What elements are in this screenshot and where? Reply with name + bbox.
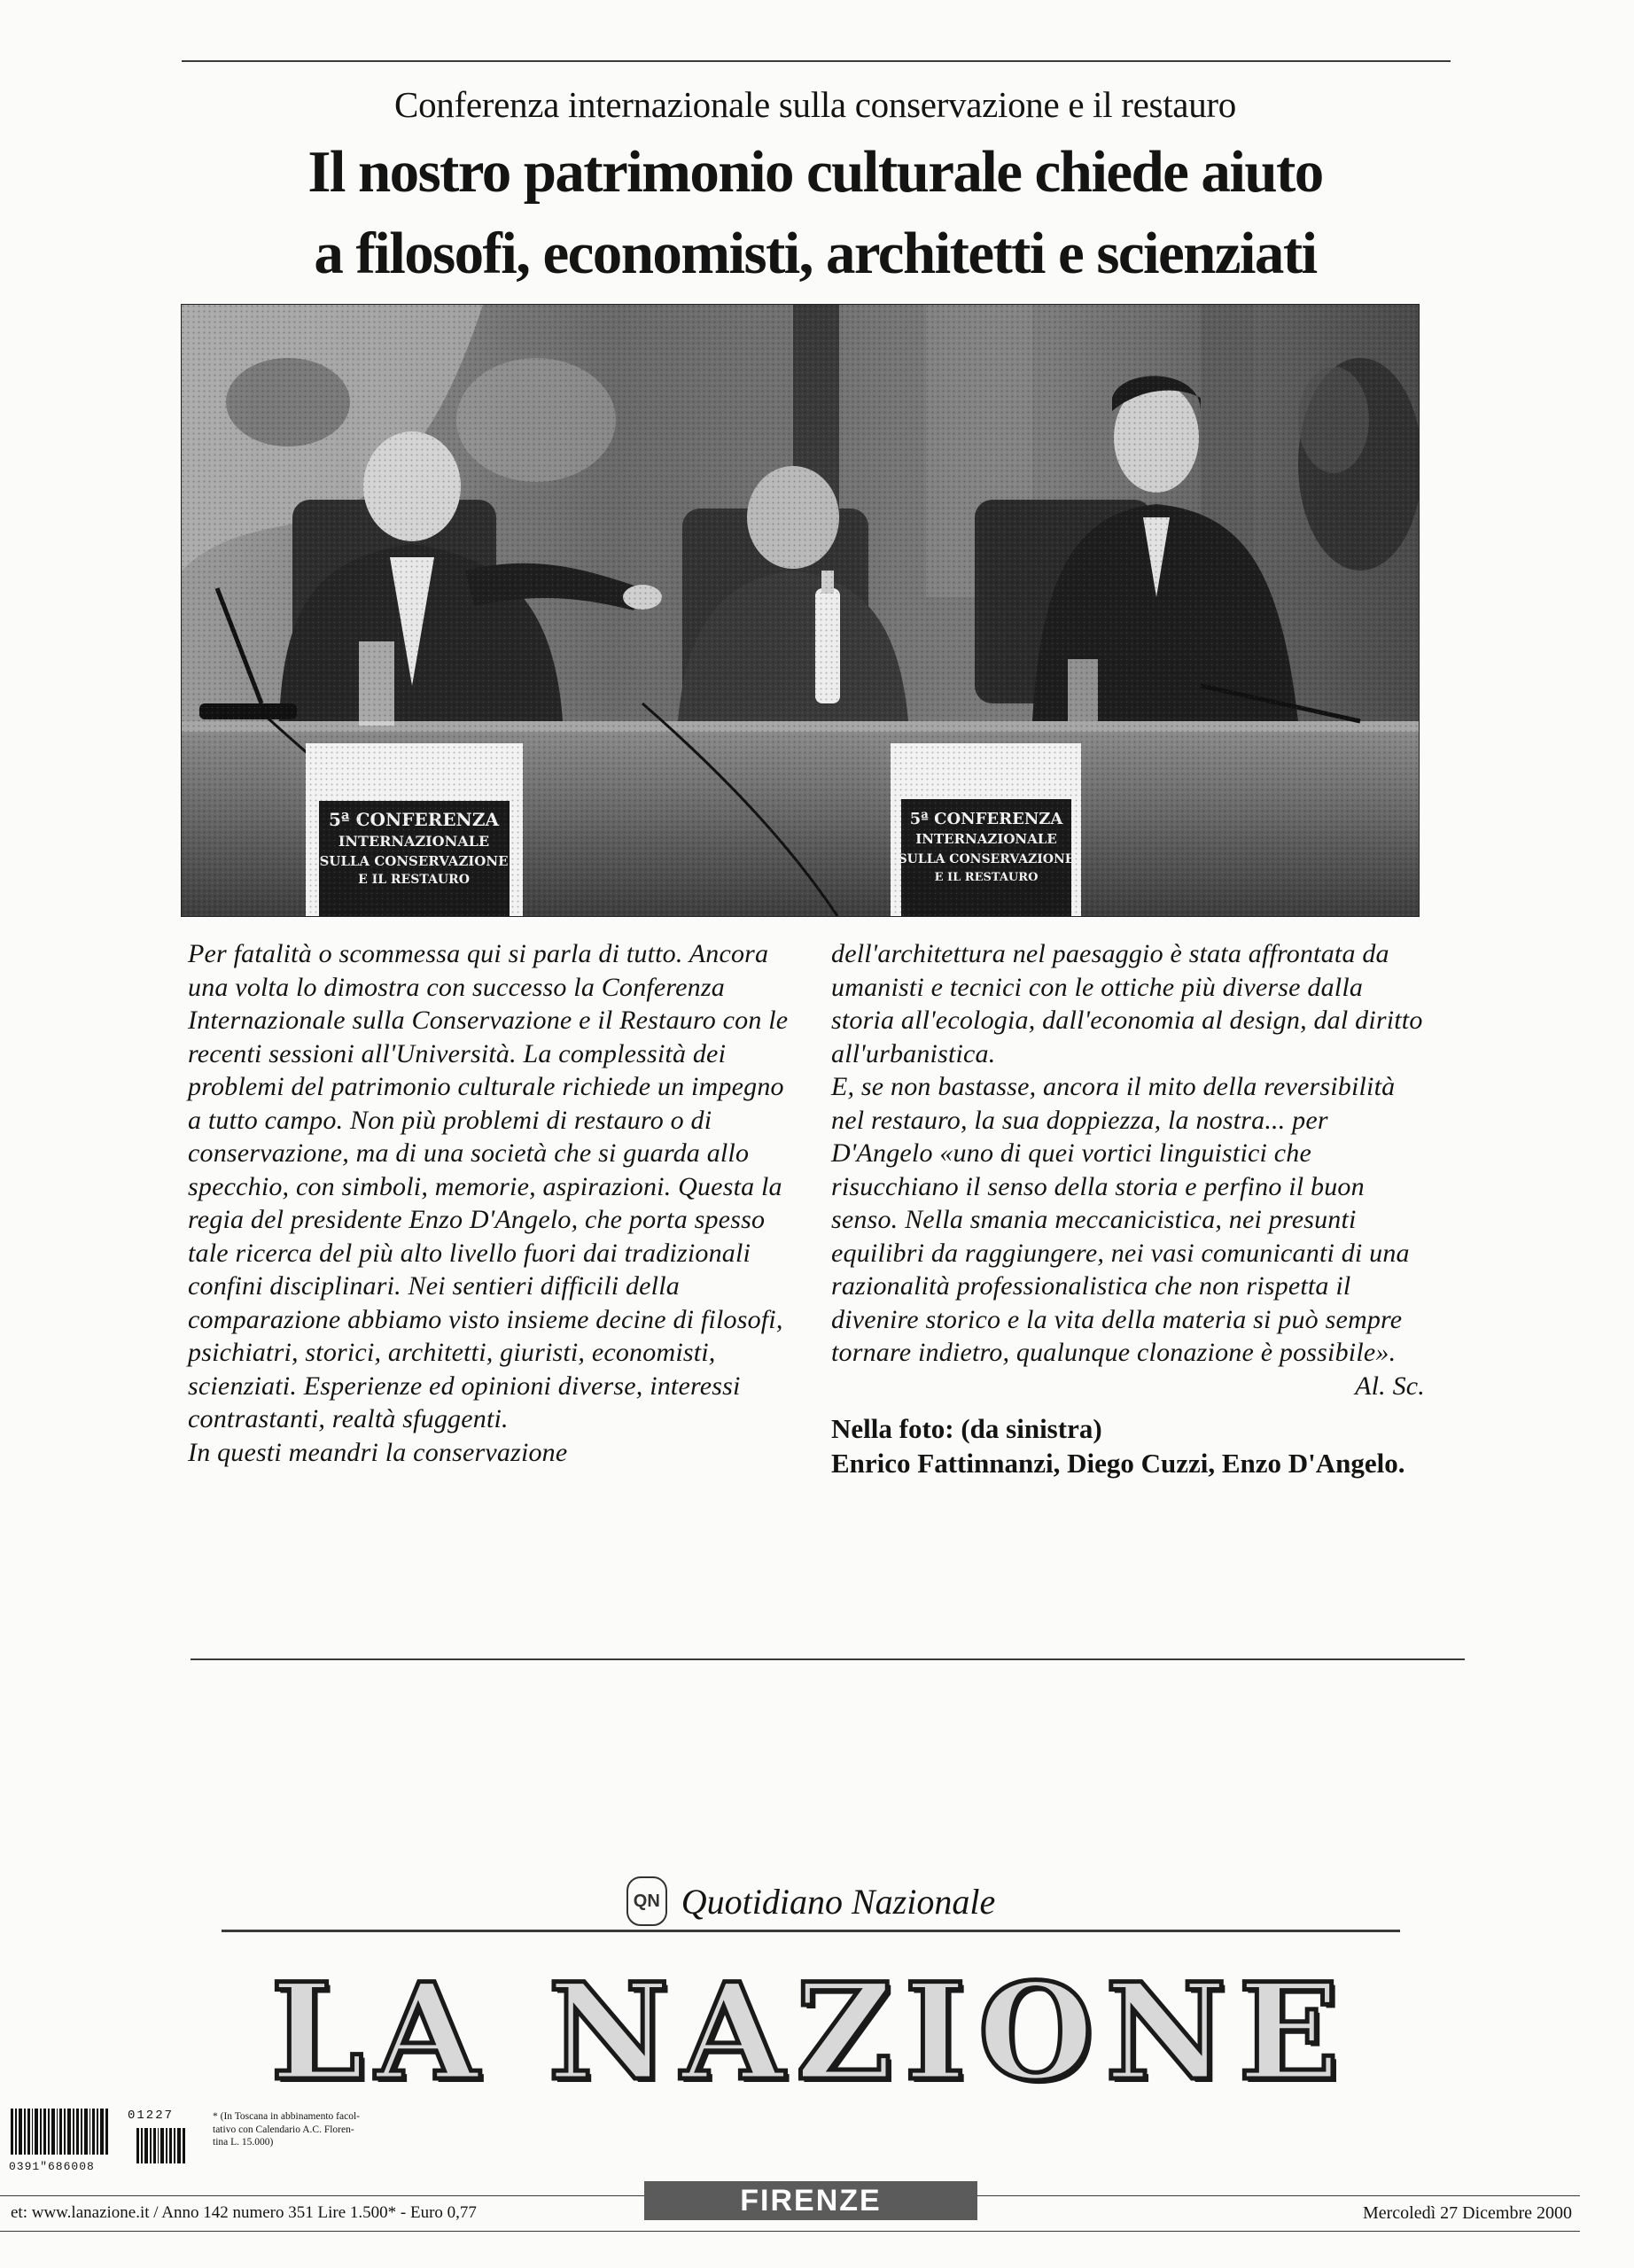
headline-line-2: a filosofi, economisti, architetti e scienziati <box>314 221 1317 286</box>
headline-line-1: Il nostro patrimonio culturale chiede aiuto <box>307 139 1323 205</box>
article-signature: Al. Sc. <box>1355 1371 1425 1401</box>
barcode-digits-right: 01227 <box>128 2109 175 2123</box>
body-right-paragraph-2: E, se non bastasse, ancora il mito della reversibilità nel restauro, la sua doppiezza, la nostra... per D'Angelo «uno di quei vortici linguistici che risucchiano il senso della storia e perfino il buon senso. Nella smania meccanicistica, nei presunti equilibri da raggiungere, nei vasi comunicanti di una razionalità professionalistica che non rispetta il divenire storico e la vita della materia si può sempre tornare indietro, qualunque clonazione è possibile». <box>831 1072 1410 1367</box>
body-left-paragraph-2: In questi meandri la conservazione <box>188 1437 568 1467</box>
photo-caption-line-1: Nella foto: (da sinistra) <box>831 1413 1102 1444</box>
promo-line-2: tativo con Calendario A.C. Floren- <box>213 2124 354 2135</box>
footer-issue-info: et: www.lanazione.it / Anno 142 numero 351 Lire 1.500* - Euro 0,77 <box>11 2203 477 2222</box>
photo-caption-line-2: Enrico Fattinnanzi, Diego Cuzzi, Enzo D'Angelo. <box>831 1448 1405 1479</box>
qn-logo: QN <box>626 1876 667 1926</box>
promo-line-3: tina L. 15.000) <box>213 2137 274 2148</box>
body-right-paragraph-1: dell'architettura nel paesaggio è stata affrontata da umanisti e tecnici con le ottiche più diverse dalla storia all'ecologia, dall'economia al design, dal diritto all'urbanistica. <box>831 939 1423 1068</box>
promo-note <box>213 2110 408 2149</box>
footer-top-rule-right <box>977 2195 1580 2196</box>
footer-date: Mercoledì 27 Dicembre 2000 <box>1362 2203 1572 2223</box>
article-body-right-column <box>831 937 1425 1480</box>
top-rule <box>182 60 1451 62</box>
promo-line-1: * (In Toscana in abbinamento facol- <box>213 2111 360 2122</box>
footer-bottom-rule <box>0 2231 1580 2232</box>
photo-caption <box>831 1411 1425 1480</box>
qn-brand-row <box>222 1876 1400 1926</box>
qn-title: Quotidiano Nazionale <box>681 1882 996 1922</box>
footer-top-rule <box>0 2195 644 2196</box>
article-headline <box>182 131 1449 294</box>
barcode-digits-left: 0391"686008 <box>9 2160 95 2173</box>
newspaper-title: LA NAZIONE <box>270 1954 1351 2110</box>
article-bottom-rule <box>191 1658 1465 1660</box>
conference-photo <box>181 304 1420 917</box>
masthead-top-rule <box>222 1930 1400 1932</box>
article-kicker: Conferenza internazionale sulla conservazione e il restauro <box>394 84 1236 125</box>
body-left-paragraph-1: Per fatalità o scommessa qui si parla di tutto. Ancora una volta lo dimostra con successo la Conferenza Internazionale sulla Conservazione e il Restauro con le recenti sessioni all'Università. La complessità dei problemi del patrimonio culturale richiede un impegno a tutto campo. Non più problemi di restauro o di conservazione, ma di una società che si guarda allo specchio, con simboli, memorie, aspirazioni. Questa la regia del presidente Enzo D'Angelo, che porta spesso tale ricerca del più alto livello fuori dai tradizionali confini disciplinari. Nei sentieri difficili della comparazione abbiamo visto insieme decine di filosofi, psichiatri, storici, architetti, giuristi, economisti, scienziati. Esperienze ed opinioni diverse, interessi contrastanti, realtà sfuggenti. <box>188 939 789 1433</box>
edition-badge: FIRENZE <box>644 2181 977 2220</box>
article-body-left-column <box>188 937 790 1469</box>
conference-photo-image <box>182 305 1419 916</box>
